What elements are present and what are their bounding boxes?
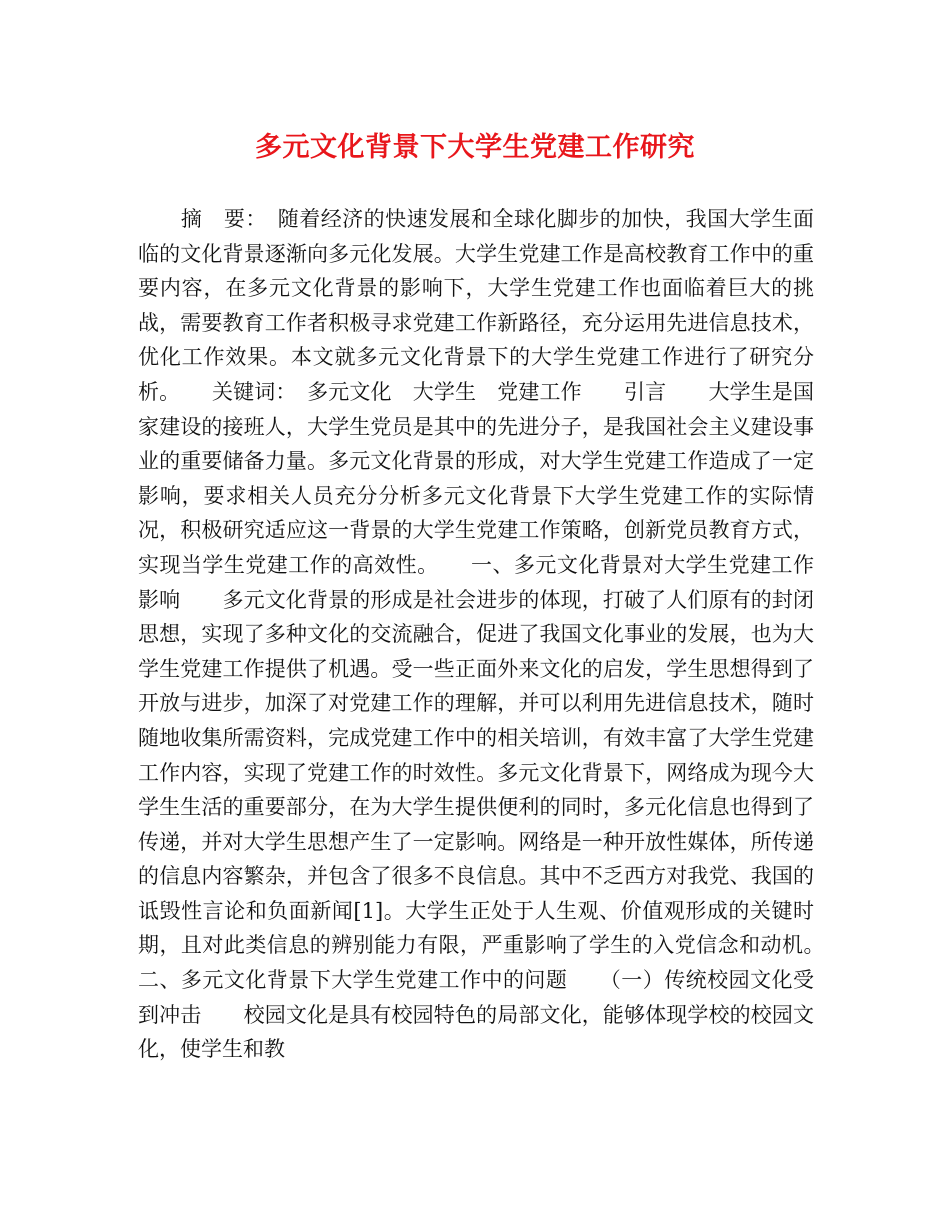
introduction-paragraph: 大学生是国家建设的接班人，大学生党员是其中的先进分子，是我国社会主义建设事业的重要储备力量。多元文化背景的形成，对大学生党建工作造成了一定影响，要求相关人员充分分析多元文化背景下大学生党建工作的实际情况，积极研究适应这一背景的大学生党建工作策略，创新党员教育方式，实现当学生党建工作的高效性。 (138, 379, 814, 577)
section-1-paragraph-1: 多元文化背景的形成是社会进步的体现，打破了人们原有的封闭思想，实现了多种文化的交流融合，促进了我国文化事业的发展，也为大学生党建工作提供了机遇。受一些正面外来文化的启发，学生思想得到了开放与进步，加深了对党建工作的理解，并可以利用先进信息技术，随时随地收集所需资料，完成党建工作中的相关培训，有效丰富了大学生党建工作内容，实现了党建工作的时效性。 (138, 587, 815, 785)
document-title: 多元文化背景下大学生党建工作研究 (255, 132, 695, 163)
document-body (138, 202, 856, 1067)
keywords-line: 关键词： 多元文化 大学生 党建工作 (169, 379, 582, 404)
heading-section-2-1: （一）传统校园文化受到冲击 (138, 968, 815, 1027)
section-2-1-paragraph: 校园文化是具有校园特色的局部文化，能够体现学校的校园文化，使学生和教 (138, 1002, 815, 1062)
heading-introduction: 引言 (581, 379, 667, 404)
abstract-paragraph: 摘 要： 随着经济的快速发展和全球化脚步的加快，我国大学生面临的文化背景逐渐向多元化发展。大学生党建工作是高校教育工作中的重要内容，在多元文化背景的影响下，大学生党建工作也面临着巨大的挑战，需要教育工作者积极寻求党建工作新路径，充分运用先进信息技术，优化工作效果。本文就多元文化背景下的大学生党建工作进行了研究分析。 (138, 207, 814, 404)
section-1-paragraph-2: 多元文化背景下，网络成为现今大学生生活的重要部分，在为大学生提供便利的同时，多元化信息也得到了传递，并对大学生思想产生了一定影响。网络是一种开放性媒体，所传递的信息内容繁杂，并包含了很多不良信息。其中不乏西方对我党、我国的诋毁性言论和负面新闻[1]。大学生正处于人生观、价值观形成的关键时期，且对此类信息的辨别能力有限，严重影响了学生的入党信念和动机。 (138, 760, 815, 958)
heading-section-1: 一、多元文化背景对大学生党建工作影响 (138, 552, 815, 612)
heading-section-2: 二、多元文化背景下大学生党建工作中的问题 (138, 933, 856, 993)
